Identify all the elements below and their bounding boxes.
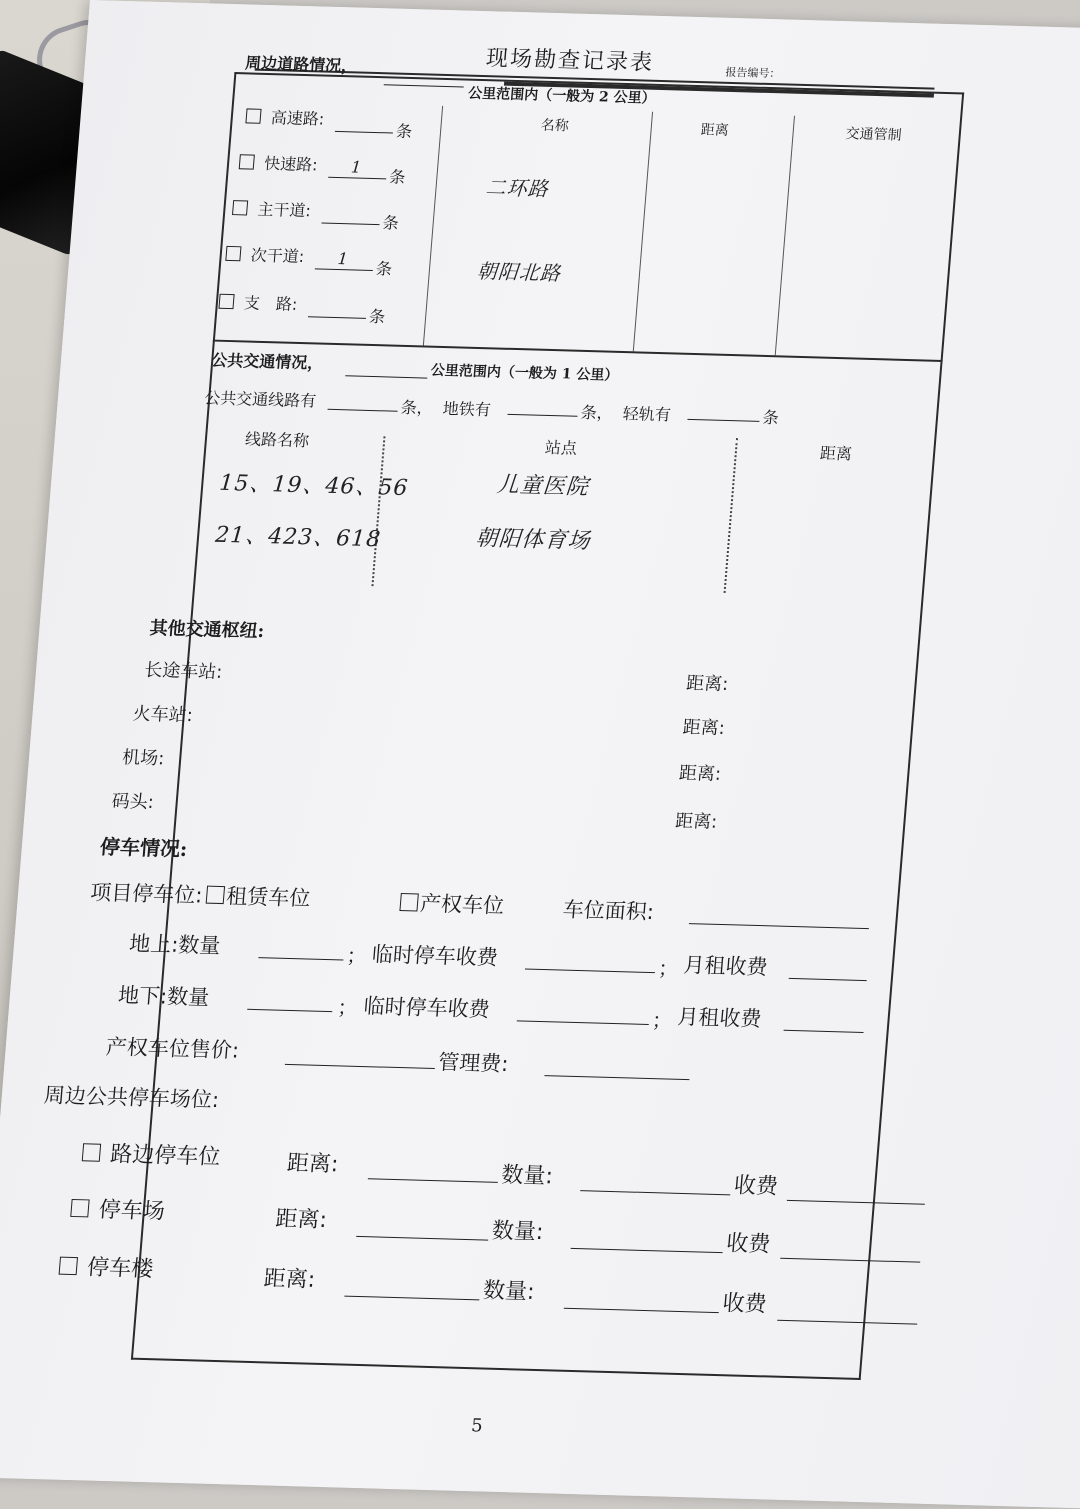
garage-checkbox[interactable]: [59, 1257, 78, 1275]
form-border-bottom: [131, 1358, 861, 1380]
transit-row-2-lines: 21、423、618: [214, 522, 383, 553]
count-label: 数量: [166, 984, 211, 1010]
expressway-checkbox[interactable]: [245, 108, 261, 123]
road-label: 主干道:: [256, 199, 312, 221]
page-number: 5: [470, 1415, 484, 1437]
lot-fee-field[interactable]: [780, 1258, 920, 1263]
below-temp-fee-label: 临时停车收费: [362, 994, 491, 1022]
separator: ；: [651, 1008, 674, 1033]
road-unit: 条: [368, 306, 386, 327]
roads-col-divider-2: [633, 112, 653, 352]
garage-fee-label: 收费: [721, 1291, 768, 1318]
transit-row-1-station: 儿童医院: [495, 472, 590, 501]
page-title: 现场勘查记录表: [485, 46, 655, 76]
road-label: 快速路:: [263, 153, 319, 175]
hub-train-station: 火车站:: [131, 703, 194, 727]
secondary-count-value: 1: [336, 249, 350, 269]
transit-range-field[interactable]: [345, 375, 427, 378]
public-parking-garage: [58, 1250, 154, 1284]
above-temp-fee-label: 临时停车收费: [370, 942, 499, 970]
road-row-branch: [218, 290, 298, 315]
separator: ；: [657, 956, 680, 981]
own-space-checkbox[interactable]: [399, 893, 418, 911]
roads-heading: 周边道路情况，: [244, 53, 358, 76]
branch-count-field[interactable]: [308, 316, 366, 319]
transit-col-divider-1: [371, 436, 385, 586]
above-monthly-fee-label: 月租收费: [682, 952, 769, 980]
property-space-price-field[interactable]: [285, 1064, 435, 1069]
transit-col-divider-2: [724, 438, 738, 593]
separator: ；: [345, 943, 368, 969]
own-space-option: [399, 887, 505, 920]
lot-distance-label: 距离:: [274, 1206, 328, 1234]
fastway-count-field[interactable]: [328, 177, 386, 180]
property-space-price-label: 产权车位售价:: [104, 1034, 240, 1063]
management-fee-field[interactable]: [544, 1075, 689, 1080]
parking-lot-label: 停车场: [97, 1197, 166, 1225]
garage-fee-field[interactable]: [777, 1320, 917, 1325]
roadside-fee-field[interactable]: [787, 1200, 925, 1205]
transit-metro-count-field[interactable]: [507, 414, 577, 417]
transit-range-label: 公里范围内（一般为 1 公里）: [430, 362, 619, 384]
fastway-count-value: 1: [350, 157, 364, 177]
secondary-checkbox[interactable]: [225, 246, 241, 261]
garage-distance-label: 距离:: [262, 1266, 317, 1293]
roadside-fee-label: 收费: [732, 1173, 779, 1200]
separator: ；: [336, 995, 359, 1020]
road-unit: 条: [395, 121, 413, 142]
roadside-distance-field[interactable]: [368, 1178, 498, 1183]
roadside-checkbox[interactable]: [82, 1143, 101, 1161]
rent-space-checkbox[interactable]: [206, 886, 225, 904]
above-count-field[interactable]: [258, 957, 343, 960]
roads-col-distance: 距离: [700, 122, 730, 139]
hub-airport: 机场:: [121, 747, 166, 770]
form-border-right: [859, 92, 965, 1380]
transit-lines-prefix: 公共交通线路有: [203, 388, 317, 411]
below-count-field[interactable]: [247, 1009, 332, 1012]
garage-qty-field[interactable]: [564, 1308, 719, 1313]
transit-unit: 条，: [580, 402, 614, 423]
road-label: 高速路:: [270, 108, 326, 129]
road-name-2: 朝阳北路: [475, 258, 562, 286]
lot-distance-field[interactable]: [356, 1236, 488, 1241]
parking-heading: 停车情况:: [99, 834, 189, 862]
management-fee-label: 管理费:: [437, 1050, 510, 1077]
roadside-qty-label: 数量:: [500, 1162, 554, 1190]
road-row-fastway: [238, 150, 318, 175]
roadside-qty-field[interactable]: [580, 1190, 730, 1195]
report-number-label: 报告编号：: [724, 65, 781, 81]
lot-fee-label: 收费: [725, 1231, 772, 1258]
transit-row-1-lines: 15、19、46、56: [218, 470, 410, 502]
transit-row-2-station: 朝阳体育场: [474, 525, 592, 555]
road-row-arterial: [232, 196, 312, 221]
road-label: 次干道:: [250, 245, 305, 267]
lot-qty-label: 数量:: [490, 1218, 545, 1246]
below-label-text: 地下:: [117, 983, 169, 1009]
below-ground-label: [117, 979, 210, 1011]
public-parking-roadside: [81, 1136, 221, 1171]
branch-checkbox[interactable]: [218, 294, 234, 309]
space-area-label: 车位面积:: [561, 897, 655, 925]
garage-label: 停车楼: [86, 1255, 155, 1283]
parking-lot-checkbox[interactable]: [70, 1199, 89, 1217]
hub-long-distance-bus: 长途车站:: [143, 659, 224, 683]
lot-qty-field[interactable]: [571, 1248, 723, 1253]
secondary-count-field[interactable]: [315, 268, 373, 271]
road-name-1: 二环路: [484, 175, 550, 201]
above-monthly-fee-field[interactable]: [789, 978, 867, 981]
transit-metro-label: 地铁有: [442, 399, 492, 420]
transit-light-rail-count-field[interactable]: [687, 419, 759, 422]
expressway-count-field[interactable]: [335, 131, 393, 134]
above-ground-label: [128, 927, 221, 959]
hub-distance-label: 距离:: [674, 810, 719, 833]
below-monthly-fee-label: 月租收费: [676, 1004, 763, 1032]
road-label: 支 路:: [243, 293, 299, 314]
public-parking-heading: 周边公共停车场位:: [43, 1083, 220, 1113]
hubs-heading: 其他交通枢纽:: [148, 617, 266, 643]
hub-pier: 码头:: [110, 790, 155, 814]
rent-space-label: 租赁车位: [225, 884, 312, 911]
transit-col-line-name: 线路名称: [244, 429, 310, 451]
above-label-text: 地上:: [128, 931, 180, 957]
roads-col-traffic-control: 交通管制: [844, 126, 903, 144]
roadside-distance-label: 距离:: [285, 1150, 340, 1178]
road-unit: 条: [381, 213, 400, 233]
transit-col-distance: 距离: [819, 443, 853, 464]
hub-distance-label: 距离:: [685, 672, 730, 696]
project-parking-row: [89, 876, 311, 912]
above-temp-fee-field[interactable]: [525, 969, 655, 974]
roadside-label: 路边停车位: [109, 1142, 222, 1171]
arterial-count-field[interactable]: [321, 223, 379, 226]
road-unit: 条: [375, 259, 393, 279]
count-label: 数量: [177, 932, 222, 958]
transit-col-station: 站点: [544, 437, 578, 458]
fastway-checkbox[interactable]: [239, 154, 255, 169]
transit-lines-count-field[interactable]: [328, 409, 398, 412]
roads-range-field[interactable]: [384, 84, 464, 87]
transit-heading: 公共交通情况，: [210, 350, 325, 373]
garage-qty-label: 数量:: [482, 1278, 536, 1305]
arterial-checkbox[interactable]: [232, 200, 248, 215]
roads-col-divider-3: [775, 116, 795, 356]
hub-distance-label: 距离:: [681, 716, 726, 739]
roads-col-name: 名称: [540, 117, 570, 135]
road-row-secondary: [225, 242, 305, 267]
project-parking-label: 项目停车位:: [89, 880, 204, 908]
road-unit: 条: [388, 167, 407, 187]
below-monthly-fee-field[interactable]: [784, 1030, 864, 1033]
garage-distance-field[interactable]: [344, 1296, 479, 1301]
own-space-label: 产权车位: [419, 891, 505, 918]
roads-col-divider-1: [423, 106, 443, 346]
road-row-expressway: [245, 104, 325, 129]
transit-unit: 条: [761, 407, 780, 428]
roads-range-label: 公里范围内（一般为 2 公里）: [467, 85, 657, 107]
below-temp-fee-field[interactable]: [517, 1020, 649, 1025]
space-area-field[interactable]: [689, 923, 869, 929]
hub-distance-label: 距离:: [678, 762, 722, 785]
transit-light-rail-label: 轻轨有: [622, 404, 672, 425]
public-parking-lot: [70, 1192, 166, 1226]
transit-unit: 条，: [400, 397, 434, 418]
